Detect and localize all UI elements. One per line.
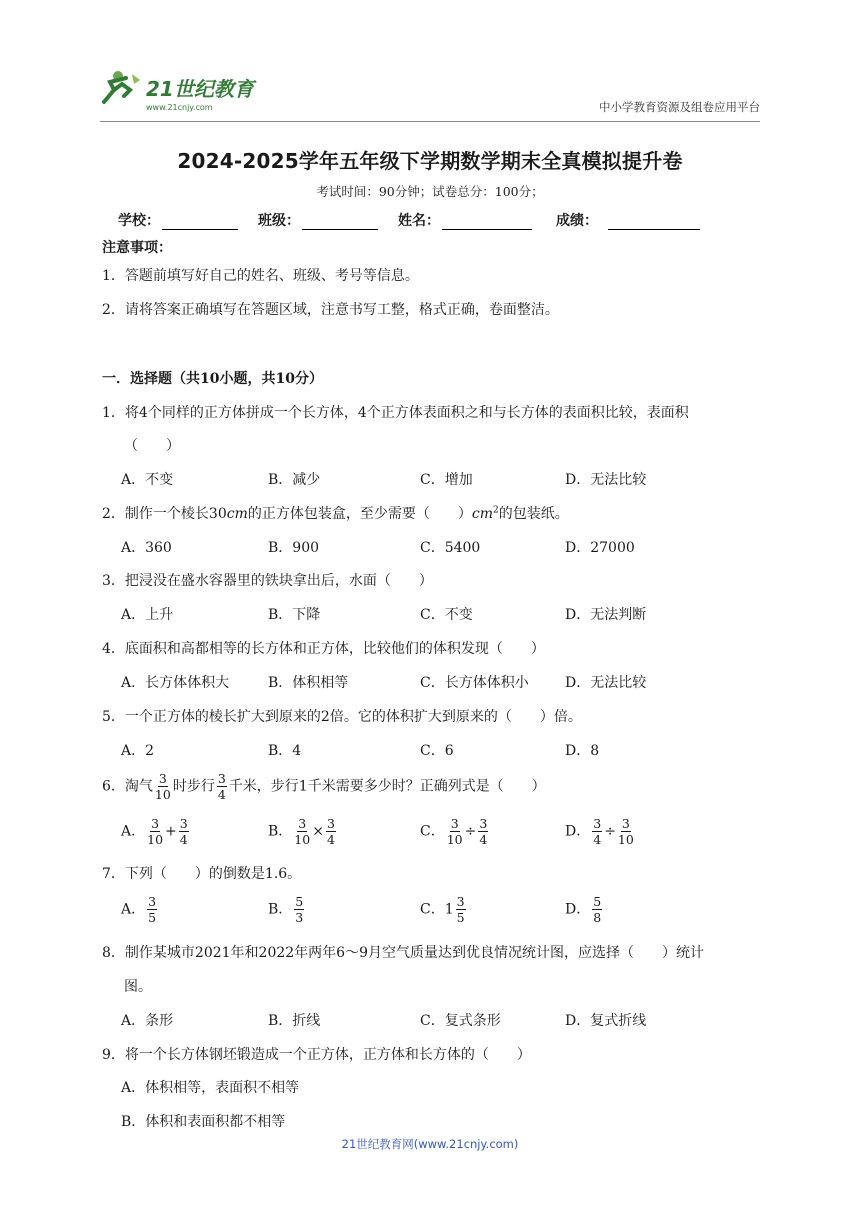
- option-d[interactable]: D．无法比较: [565, 675, 647, 691]
- option-d[interactable]: D． $\frac{3}{4}$ ÷ $\frac{3}{10}$: [565, 816, 634, 847]
- score-field[interactable]: 成绩：: [556, 210, 700, 230]
- class-field[interactable]: 班级：: [258, 210, 378, 230]
- option-a[interactable]: A．2: [121, 743, 155, 759]
- option-a[interactable]: A．长方体体积大: [121, 675, 230, 691]
- note-item: 2．请将答案正确填写在答题区域，注意书写工整，格式正确，卷面整洁。: [102, 302, 559, 318]
- option-b[interactable]: B． $\frac{5}{3}$: [268, 894, 304, 925]
- platform-name: 中小学教育资源及组卷应用平台: [599, 100, 760, 114]
- notes-heading: 注意事项：: [102, 240, 172, 256]
- note-item: 1．答题前填写好自己的姓名、班级、考号等信息。: [102, 268, 419, 284]
- option-b[interactable]: B．900: [268, 540, 320, 556]
- option-b[interactable]: B．体积相等: [268, 675, 349, 691]
- logo: [96, 66, 266, 114]
- option-d[interactable]: D．无法比较: [565, 472, 647, 488]
- option-b[interactable]: B．4: [268, 743, 302, 759]
- option-d[interactable]: D．复式折线: [565, 1013, 647, 1029]
- question-8-cont: 图。: [124, 979, 152, 995]
- page-footer: 21世纪教育网(www.21cnjy.com): [341, 1137, 519, 1151]
- question-7: 7．下列（ ）的倒数是1.6。: [102, 866, 302, 882]
- section-heading: 一．选择题（共10小题，共10分）: [102, 371, 323, 387]
- option-a[interactable]: A． $\frac{3}{10}$ + $\frac{3}{4}$: [121, 816, 188, 847]
- option-a[interactable]: A．360: [121, 540, 172, 556]
- option-a[interactable]: A．体积相等，表面积不相等: [121, 1080, 300, 1096]
- exam-subtitle: 考试时间：90分钟；试卷总分：100分；: [316, 184, 544, 199]
- exam-title: 2024-2025学年五年级下学期数学期末全真模拟提升卷: [177, 149, 683, 173]
- question-4: 4．底面积和高都相等的长方体和正方体，比较他们的体积发现（ ）: [102, 641, 545, 657]
- question-3: 3．把浸没在盛水容器里的铁块拿出后，水面（ ）: [102, 573, 433, 589]
- option-b[interactable]: B． $\frac{3}{10}$ × $\frac{3}{4}$: [268, 816, 335, 847]
- option-b[interactable]: B．下降: [268, 607, 321, 623]
- option-c[interactable]: C．1 $\frac{3}{5}$: [420, 894, 465, 925]
- option-c[interactable]: C． $\frac{3}{10}$ ÷ $\frac{3}{4}$: [420, 816, 488, 847]
- option-d[interactable]: D． $\frac{5}{8}$: [565, 894, 602, 925]
- option-d[interactable]: D．27000: [565, 540, 635, 556]
- question-2: 2．制作一个棱长30cm的正方体包装盒，至少需要（ ）$cm^2$的包装纸。: [102, 505, 569, 522]
- option-d[interactable]: D．8: [565, 743, 600, 759]
- header-divider: [100, 121, 760, 122]
- name-field[interactable]: 姓名：: [398, 210, 532, 230]
- option-b[interactable]: B．体积和表面积都不相等: [121, 1114, 286, 1130]
- logo-text: 21世纪教育: [146, 77, 254, 101]
- logo-url: www.21cnjy.com: [146, 103, 213, 112]
- option-c[interactable]: C．增加: [420, 472, 473, 488]
- info-fields: [118, 210, 720, 230]
- question-8: 8．制作某城市2021年和2022年两年6～9月空气质量达到优良情况统计图，应选择（ ）统计: [102, 945, 704, 961]
- option-a[interactable]: A．不变: [121, 472, 174, 488]
- option-c[interactable]: C．复式条形: [420, 1013, 501, 1029]
- question-9: 9．将一个长方体钢坯锻造成一个正方体，正方体和长方体的（ ）: [102, 1047, 531, 1063]
- option-a[interactable]: A．条形: [121, 1013, 174, 1029]
- question-6: 6．淘气 $\frac{3}{10}$ 时步行 $\frac{3}{4}$ 千米，步行1千米需要多少时？正确列式是（ ）: [102, 771, 546, 802]
- option-a[interactable]: A． $\frac{3}{5}$: [121, 894, 157, 925]
- question-1-paren: （ ）: [124, 438, 180, 454]
- question-5: 5．一个正方体的棱长扩大到原来的2倍。它的体积扩大到原来的（ ）倍。: [102, 709, 582, 725]
- option-a[interactable]: A．上升: [121, 607, 174, 623]
- school-field[interactable]: 学校：: [118, 210, 238, 230]
- option-c[interactable]: C．6: [420, 743, 454, 759]
- option-d[interactable]: D．无法判断: [565, 607, 647, 623]
- option-c[interactable]: C．5400: [420, 540, 481, 556]
- option-c[interactable]: C．不变: [420, 607, 473, 623]
- option-b[interactable]: B．减少: [268, 472, 321, 488]
- question-1: 1．将4个同样的正方体拼成一个长方体，4个正方体表面积之和与长方体的表面积比较，表面积: [102, 405, 689, 421]
- option-c[interactable]: C．长方体体积小: [420, 675, 529, 691]
- option-b[interactable]: B．折线: [268, 1013, 321, 1029]
